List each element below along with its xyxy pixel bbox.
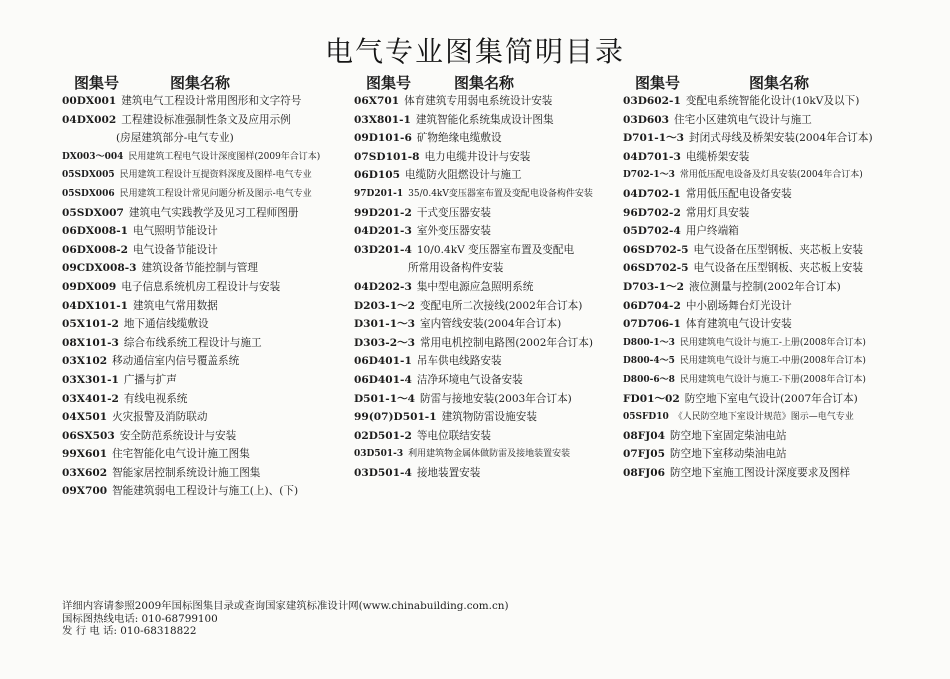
column-header-code: 图集号 — [74, 74, 120, 92]
entry-code: 96D702-2 — [623, 206, 681, 219]
entry-code: 06DX008-2 — [62, 243, 129, 256]
entry-name: 电气设备节能设计 — [133, 243, 218, 256]
entry-name: 电力电缆井设计与安装 — [424, 150, 531, 163]
catalog-entry — [623, 166, 913, 185]
catalog-entry — [623, 92, 913, 111]
catalog-entry — [354, 222, 624, 241]
entry-name: 中小剧场舞台灯光设计 — [685, 299, 792, 312]
catalog-entry — [354, 204, 624, 223]
footer-hotline: 国标图热线电话: 010-68799100 — [62, 612, 218, 625]
entry-code: 04D201-3 — [354, 225, 412, 238]
catalog-entry — [623, 315, 913, 334]
entry-code: 08FJ06 — [623, 466, 666, 479]
catalog-entry — [62, 464, 347, 483]
entry-code: D703-1～2 — [623, 280, 685, 293]
entry-name: 常用低压配电设备及灯具安装(2004年合订本) — [679, 170, 863, 181]
entry-code: 05D702-4 — [623, 225, 681, 238]
entry-code: DX003～004 — [62, 151, 124, 162]
column-header — [62, 70, 347, 92]
footer-distribution-phone: 发 行 电 话: 010-68318822 — [62, 625, 197, 637]
catalog-entry — [623, 352, 913, 371]
entry-name: 常用灯具安装 — [685, 206, 750, 219]
entry-code: 05SDX007 — [62, 206, 124, 219]
catalog-entry — [623, 464, 913, 483]
entry-code: 02D501-2 — [354, 429, 412, 442]
entry-name: 民用建筑电气设计与施工-下册(2008年合订本) — [679, 374, 866, 385]
entry-code: D701-1～3 — [623, 132, 685, 145]
catalog-entry — [62, 482, 347, 501]
entry-code: 03D603 — [623, 113, 670, 126]
entry-name: 智能建筑弱电工程设计与施工(上)、(下) — [112, 485, 299, 498]
entry-name: 室外变压器安装 — [416, 225, 491, 238]
entry-name: 建筑电气工程设计常用图形和文字符号 — [121, 95, 302, 107]
entry-code: 06D704-2 — [623, 299, 681, 312]
catalog-entry — [354, 278, 624, 297]
catalog-entry — [62, 408, 347, 427]
entry-name: 吊车供电线路安装 — [416, 355, 502, 368]
entry-name: 地下通信线缆敷设 — [123, 318, 209, 331]
catalog-entry — [623, 408, 913, 427]
entry-name: 智能家居控制系统设计施工图集 — [112, 466, 261, 479]
catalog-entry — [354, 408, 624, 427]
entry-code: D800-6～8 — [623, 374, 675, 385]
entry-code: 06SD702-5 — [623, 243, 689, 256]
entry-code: 03D602-1 — [623, 95, 681, 107]
entry-code: 09CDX008-3 — [62, 262, 137, 275]
entry-code: 97D201-1 — [354, 188, 404, 199]
entry-name: 广播与扩声 — [123, 373, 177, 386]
entry-code: D800-4～5 — [623, 356, 675, 367]
entry-name: 民用建筑工程设计常见问题分析及图示-电气专业 — [119, 188, 312, 199]
catalog-entry — [62, 390, 347, 409]
entry-name: 综合布线系统工程设计与施工 — [123, 336, 262, 349]
catalog-entry — [62, 259, 347, 278]
entry-code: 06DX008-1 — [62, 225, 129, 238]
catalog-entry — [354, 241, 624, 260]
entry-name: 工程建设标准强制性条文及应用示例 — [121, 113, 291, 126]
catalog-column-3 — [623, 70, 913, 482]
entry-name: 室内管线安装(2004年合订本) — [420, 318, 562, 331]
entry-name: 电气设备在压型钢板、夹芯板上安装 — [693, 243, 863, 256]
entry-name: 变配电系统智能化设计(10kV及以下) — [685, 95, 860, 107]
entry-code: 08X101-3 — [62, 336, 119, 349]
catalog-entry — [354, 297, 624, 316]
entry-name: 等电位联结安装 — [416, 429, 491, 442]
entry-code: 07SD101-8 — [354, 150, 420, 163]
catalog-entry — [354, 259, 624, 278]
entry-name: 建筑电气实践教学及见习工程师图册 — [128, 206, 299, 219]
entry-name: 防空地下室施工图设计深度要求及图样 — [670, 466, 851, 479]
entry-code: 05SFD10 — [623, 412, 669, 423]
entry-code: D303-2～3 — [354, 336, 416, 349]
catalog-entry — [623, 390, 913, 409]
entry-code: 99D201-2 — [354, 206, 412, 219]
catalog-entry — [62, 445, 347, 464]
entry-name: 液位测量与控制(2002年合订本) — [689, 280, 841, 293]
entry-code: 05X101-2 — [62, 318, 119, 331]
entry-code: 07D706-1 — [623, 318, 681, 331]
entry-list — [623, 92, 913, 482]
entry-name: 集中型电源应急照明系统 — [416, 280, 534, 293]
catalog-entry — [623, 259, 913, 278]
catalog-entry — [354, 111, 624, 130]
entry-code: 03X602 — [62, 466, 108, 479]
entry-code: 03D501-3 — [354, 449, 404, 460]
entry-code: D301-1～3 — [354, 318, 416, 331]
column-header-name: 图集名称 — [749, 74, 810, 92]
catalog-entry — [354, 148, 624, 167]
entry-name: 有线电视系统 — [123, 392, 188, 405]
entry-code: 04D701-3 — [623, 150, 681, 163]
entry-name: (房屋建筑部分-电气专业) — [116, 132, 234, 145]
entry-code: 07FJ05 — [623, 448, 666, 461]
column-header-code: 图集号 — [366, 74, 412, 92]
entry-name: 常用电机控制电路图(2002年合订本) — [420, 336, 593, 349]
catalog-entry — [623, 241, 913, 260]
entry-code: 08FJ04 — [623, 429, 666, 442]
entry-code: 03X102 — [62, 355, 108, 368]
catalog-entry — [354, 427, 624, 446]
entry-code: 04X501 — [62, 411, 108, 424]
entry-code: 03X801-1 — [354, 113, 411, 126]
entry-code: 06D105 — [354, 169, 401, 182]
catalog-entry — [623, 334, 913, 353]
column-header — [623, 70, 913, 92]
entry-list — [354, 92, 624, 482]
entry-name: 住宅智能化电气设计施工图集 — [112, 448, 250, 461]
catalog-entry — [354, 390, 624, 409]
catalog-entry — [62, 334, 347, 353]
entry-name: 《人民防空地下室设计规范》图示—电气专业 — [673, 412, 854, 423]
entry-name: 电缆桥架安装 — [685, 150, 750, 163]
catalog-column-1 — [62, 70, 347, 501]
catalog-entry — [354, 129, 624, 148]
catalog-entry — [354, 185, 624, 204]
catalog-entry — [62, 148, 347, 167]
catalog-entry — [623, 427, 913, 446]
footer-reference: 详细内容请参照2009年国标图集目录或查询国家建筑标准设计网(www.chinabuilding.com.cn) — [62, 600, 509, 612]
entry-code: 03X301-1 — [62, 373, 119, 386]
entry-name: 安全防范系统设计与安装 — [119, 429, 237, 442]
entry-code: 06SX503 — [62, 429, 115, 442]
catalog-entry — [62, 315, 347, 334]
entry-name: 变配电所二次接线(2002年合订本) — [420, 299, 583, 312]
catalog-entry — [623, 204, 913, 223]
entry-code: 05SDX006 — [62, 188, 115, 199]
catalog-entry — [62, 241, 347, 260]
catalog-entry — [62, 204, 347, 223]
entry-code: D203-1～2 — [354, 299, 416, 312]
entry-code: 06SD702-5 — [623, 262, 689, 275]
entry-name: 防雷与接地安装(2003年合订本) — [420, 392, 572, 405]
column-header — [354, 70, 624, 92]
catalog-entry — [62, 427, 347, 446]
catalog-entry — [62, 297, 347, 316]
entry-code: 05SDX005 — [62, 170, 115, 181]
footer-info — [62, 600, 509, 638]
entry-code: 03D201-4 — [354, 243, 412, 256]
catalog-entry — [62, 352, 347, 371]
column-header-name: 图集名称 — [454, 74, 515, 92]
entry-name: 35/0.4kV变压器室布置及变配电设备构件安装 — [408, 188, 593, 199]
entry-code: 09D101-6 — [354, 132, 412, 145]
entry-code: 03D501-4 — [354, 466, 412, 479]
entry-name: 建筑设备节能控制与管理 — [141, 262, 258, 275]
entry-name: 建筑电气常用数据 — [133, 299, 218, 312]
entry-name: 干式变压器安装 — [416, 206, 491, 219]
entry-code: 04D202-3 — [354, 280, 412, 293]
entry-code: 99X601 — [62, 448, 108, 461]
catalog-entry — [354, 445, 624, 464]
catalog-entry — [623, 148, 913, 167]
catalog-entry — [62, 185, 347, 204]
entry-name: 用户终端箱 — [685, 225, 739, 238]
catalog-entry — [62, 222, 347, 241]
entry-name: 民用建筑工程电气设计深度图样(2009年合订本) — [128, 151, 321, 162]
entry-code: 04D702-1 — [623, 187, 681, 200]
catalog-entry — [623, 222, 913, 241]
catalog-entry — [623, 371, 913, 390]
entry-name: 电气照明节能设计 — [133, 225, 218, 238]
entry-name: 建筑智能化系统集成设计图集 — [415, 113, 554, 126]
entry-code: 04DX101-1 — [62, 299, 129, 312]
entry-name: 电气设备在压型钢板、夹芯板上安装 — [693, 262, 863, 275]
entry-code: 06X701 — [354, 95, 400, 107]
entry-name: 接地装置安装 — [416, 466, 481, 479]
entry-name: 电缆防火阻燃设计与施工 — [405, 169, 522, 182]
entry-code: 00DX001 — [62, 95, 117, 107]
entry-name: 电子信息系统机房工程设计与安装 — [121, 280, 281, 293]
catalog-entry — [62, 129, 347, 148]
catalog-entry — [354, 464, 624, 483]
entry-code: 99(07)D501-1 — [354, 411, 437, 424]
entry-name: 防空地下室移动柴油电站 — [670, 448, 787, 461]
entry-code: D800-1～3 — [623, 337, 675, 348]
page-title: 电气专业图集简明目录 — [324, 35, 625, 68]
entry-code: D501-1～4 — [354, 392, 416, 405]
catalog-entry — [623, 278, 913, 297]
entry-name: 矿物绝缘电缆敷设 — [416, 132, 502, 145]
catalog-entry — [354, 166, 624, 185]
entry-code: 03X401-2 — [62, 392, 119, 405]
entry-name: 利用建筑物金属体做防雷及接地装置安装 — [408, 449, 571, 460]
entry-name: 防空地下室固定柴油电站 — [670, 429, 787, 442]
catalog-entry — [354, 315, 624, 334]
entry-name: 10/0.4kV 变压器室布置及变配电 — [416, 243, 575, 256]
catalog-entry — [354, 334, 624, 353]
catalog-entry — [354, 371, 624, 390]
catalog-entry — [62, 92, 347, 111]
catalog-entry — [62, 371, 347, 390]
catalog-entry — [623, 185, 913, 204]
entry-name: 移动通信室内信号覆盖系统 — [112, 355, 240, 368]
catalog-entry — [62, 111, 347, 130]
catalog-entry — [623, 129, 913, 148]
entry-code: 09X700 — [62, 485, 108, 498]
catalog-entry — [354, 92, 624, 111]
entry-name: 体育建筑电气设计安装 — [685, 318, 792, 331]
entry-code: 06D401-1 — [354, 355, 412, 368]
entry-name: 建筑物防雷设施安装 — [441, 411, 537, 424]
catalog-entry — [623, 297, 913, 316]
entry-name: 体育建筑专用弱电系统设计安装 — [404, 95, 553, 107]
entry-name: 民用建筑工程设计互提资料深度及图样-电气专业 — [119, 170, 312, 181]
catalog-entry — [62, 166, 347, 185]
entry-name: 洁净环境电气设备安装 — [416, 373, 523, 386]
catalog-entry — [623, 445, 913, 464]
entry-name: 防空地下室电气设计(2007年合订本) — [684, 392, 858, 405]
entry-name: 住宅小区建筑电气设计与施工 — [674, 113, 812, 126]
entry-code: FD01～02 — [623, 392, 680, 405]
catalog-column-2 — [354, 70, 624, 482]
catalog-entry — [62, 278, 347, 297]
entry-name: 火灾报警及消防联动 — [112, 411, 208, 424]
entry-code: 09DX009 — [62, 280, 117, 293]
catalog-entry — [354, 352, 624, 371]
entry-name: 民用建筑电气设计与施工-上册(2008年合订本) — [679, 337, 866, 348]
entry-code: 04DX002 — [62, 113, 117, 126]
entry-name: 常用低压配电设备安装 — [685, 187, 792, 200]
entry-code: D702-1～3 — [623, 170, 675, 181]
column-header-code: 图集号 — [635, 74, 681, 92]
entry-name: 封闭式母线及桥架安装(2004年合订本) — [689, 132, 873, 145]
entry-name: 民用建筑电气设计与施工-中册(2008年合订本) — [679, 356, 866, 367]
column-header-name: 图集名称 — [170, 74, 231, 92]
entry-name: 所常用设备构件安装 — [408, 262, 504, 275]
catalog-entry — [623, 111, 913, 130]
entry-list — [62, 92, 347, 501]
entry-code: 06D401-4 — [354, 373, 412, 386]
